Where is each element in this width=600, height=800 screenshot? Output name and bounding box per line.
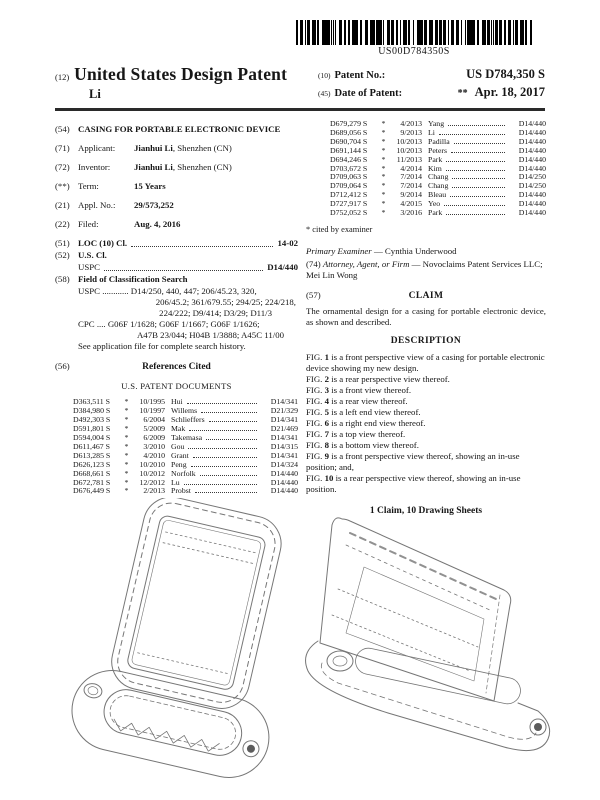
claim-text: The ornamental design for a casing for portable electronic device, as shown and described. bbox=[306, 306, 546, 328]
primary-examiner-line bbox=[306, 246, 546, 257]
examiner-star: * bbox=[381, 172, 386, 182]
fig-text: is a left end view thereof. bbox=[331, 407, 421, 418]
examiner-star: * bbox=[124, 450, 129, 460]
fig-prefix: FIG. bbox=[306, 472, 323, 483]
patent-number-cell: D679,279 S bbox=[330, 119, 368, 128]
inventor-location: , Shenzhen (CN) bbox=[172, 161, 232, 172]
us-patent-documents-heading: U.S. PATENT DOCUMENTS bbox=[121, 380, 232, 391]
fig-prefix: FIG. bbox=[306, 451, 323, 461]
patent-number-cell: D492,303 S bbox=[73, 415, 111, 425]
date-cell: 10/2012 bbox=[139, 468, 165, 478]
field-code: (72) bbox=[55, 161, 70, 172]
attorney-value: — Novoclaims Patent Services LLC; Mei Lin Wong bbox=[306, 259, 543, 281]
filed-label: Filed: bbox=[78, 218, 99, 229]
references-heading-text: References Cited bbox=[142, 361, 211, 372]
page-title: United States Design Patent bbox=[74, 64, 288, 84]
class-cell: D14/440 bbox=[518, 190, 546, 200]
class-cell: D14/440 bbox=[270, 477, 298, 487]
field-code-10: (10) bbox=[318, 71, 331, 80]
figure-description-line bbox=[306, 473, 546, 495]
dot-leader bbox=[454, 143, 505, 144]
inventor-cell: Chang bbox=[428, 181, 449, 191]
patent-number-cell: D691,144 S bbox=[330, 145, 368, 155]
class-cell: D14/440 bbox=[270, 486, 298, 496]
references-table-left bbox=[55, 398, 298, 496]
date-cell: 11/2013 bbox=[396, 154, 422, 164]
dot-leader bbox=[439, 134, 505, 135]
dot-leader bbox=[193, 457, 257, 458]
patent-number-cell: D668,661 S bbox=[73, 468, 111, 478]
fig-prefix: FIG. bbox=[306, 407, 323, 418]
search-uspc-line: 224/222; D9/414; D3/29; D11/3 bbox=[159, 307, 272, 318]
uspc-label: USPC bbox=[78, 261, 101, 272]
patent-number-cell: D703,672 S bbox=[330, 163, 368, 173]
examiner-star: * bbox=[124, 468, 129, 478]
field-code-12: (12) bbox=[55, 72, 70, 82]
date-cell: 2/2013 bbox=[143, 486, 165, 496]
date-cell: 4/2010 bbox=[143, 450, 165, 460]
class-cell: D14/440 bbox=[518, 136, 546, 146]
patent-number-cell: D626,123 S bbox=[73, 459, 111, 469]
inventor-cell: Padilla bbox=[428, 136, 450, 146]
class-cell: D14/341 bbox=[270, 415, 298, 425]
patent-number-cell: D752,052 S bbox=[330, 208, 368, 218]
inventor-surname: Li bbox=[89, 87, 101, 101]
date-cell: 9/2013 bbox=[400, 127, 422, 137]
patent-number-cell: D363,511 S bbox=[73, 397, 110, 407]
examiner-star: * bbox=[124, 397, 129, 407]
header-right bbox=[318, 67, 545, 103]
dot-leader bbox=[188, 448, 257, 449]
dot-leader bbox=[444, 205, 505, 206]
inventor-cell: Schlieffers bbox=[171, 415, 205, 425]
class-cell: D14/440 bbox=[518, 127, 546, 137]
figure-front-perspective-drawing bbox=[58, 498, 298, 795]
field-code: (**) bbox=[55, 180, 70, 191]
fig-prefix: FIG. bbox=[306, 418, 323, 429]
field-code: (22) bbox=[55, 218, 70, 229]
table-row bbox=[55, 487, 298, 496]
patent-number-cell: D694,246 S bbox=[330, 154, 368, 164]
dot-leader bbox=[452, 178, 505, 179]
date-cell: 7/2014 bbox=[400, 181, 422, 191]
fig-number: 6 bbox=[324, 418, 329, 429]
inventor-cell: Probst bbox=[171, 486, 191, 496]
fig-text: is a bottom view thereof. bbox=[331, 440, 419, 451]
examiner-star: * bbox=[124, 424, 129, 434]
patent-number-cell: D689,056 S bbox=[330, 127, 368, 137]
figure-description-line bbox=[306, 352, 546, 374]
attorney-label: Attorney, Agent, or Firm bbox=[322, 259, 410, 270]
date-cell: 4/2013 bbox=[400, 119, 422, 128]
figure-rear-perspective-drawing bbox=[298, 505, 568, 755]
dot-leader bbox=[191, 466, 257, 467]
uspc-value: D14/440 bbox=[267, 261, 298, 272]
field-code-45: (45) bbox=[318, 89, 331, 98]
class-cell: D14/440 bbox=[518, 145, 546, 155]
field-code: (52) bbox=[55, 249, 70, 260]
fig-prefix: FIG. bbox=[306, 440, 323, 451]
header-divider bbox=[55, 108, 545, 111]
inventor-cell: Willems bbox=[171, 406, 198, 416]
date-text: Apr. 18, 2017 bbox=[474, 85, 545, 99]
patent-number-cell: D672,781 S bbox=[73, 477, 111, 487]
term-value: 15 Years bbox=[134, 180, 166, 191]
fig-number: 8 bbox=[324, 440, 329, 451]
date-cell: 3/2016 bbox=[400, 208, 422, 218]
examiner-star: * bbox=[381, 154, 386, 164]
fig-text: is a right end view thereof. bbox=[331, 418, 426, 429]
date-cell: 4/2014 bbox=[400, 163, 422, 173]
patent-number-cell: D613,285 S bbox=[73, 450, 111, 460]
inventor-cell: Yang bbox=[428, 119, 445, 128]
dot-leader bbox=[195, 492, 257, 493]
dot-leader bbox=[446, 161, 505, 162]
patent-number-cell: D727,917 S bbox=[330, 199, 368, 209]
patent-number-label: Patent No.: bbox=[334, 70, 386, 81]
date-stars: ** bbox=[457, 88, 468, 99]
examiner-star: * bbox=[381, 163, 386, 173]
date-cell: 9/2014 bbox=[400, 190, 422, 200]
patent-number-row bbox=[318, 67, 545, 82]
field-code: (71) bbox=[55, 142, 70, 153]
attorney-line bbox=[306, 259, 546, 281]
class-cell: D14/440 bbox=[518, 199, 546, 209]
patent-number-value: US D784,350 S bbox=[466, 67, 545, 81]
examiner-star: * bbox=[124, 441, 129, 451]
field-code: (58) bbox=[55, 273, 70, 284]
dot-leader bbox=[452, 187, 505, 188]
filed-value: Aug. 4, 2016 bbox=[134, 218, 181, 229]
inventor-cell: Park bbox=[428, 208, 443, 218]
date-cell: 3/2010 bbox=[143, 441, 165, 451]
patent-date-label: Date of Patent: bbox=[334, 88, 403, 99]
description-heading: DESCRIPTION bbox=[390, 336, 462, 347]
fig-number: 7 bbox=[324, 429, 329, 440]
examiner-star: * bbox=[381, 199, 386, 209]
figure-description-line bbox=[306, 440, 546, 451]
references-table-right bbox=[306, 120, 546, 218]
field-code: (51) bbox=[55, 237, 70, 248]
term-label: Term: bbox=[78, 180, 99, 191]
header-left bbox=[55, 64, 305, 102]
class-cell: D14/250 bbox=[518, 172, 546, 182]
examiner-star: * bbox=[124, 459, 129, 469]
class-cell: D21/329 bbox=[270, 406, 298, 416]
examiner-star: * bbox=[124, 477, 129, 487]
class-cell: D21/469 bbox=[270, 424, 298, 434]
class-cell: D14/440 bbox=[518, 119, 546, 128]
date-cell: 6/2009 bbox=[143, 432, 165, 442]
search-label: Field of Classification Search bbox=[78, 273, 188, 284]
invention-title: CASING FOR PORTABLE ELECTRONIC DEVICE bbox=[78, 124, 281, 134]
figure-description-line bbox=[306, 374, 546, 385]
field-58-search bbox=[55, 274, 298, 352]
applicant-value bbox=[134, 143, 298, 154]
inventor-cell: Chang bbox=[428, 172, 449, 182]
fig-number: 1 bbox=[324, 352, 329, 363]
inventor-cell: Peng bbox=[171, 459, 187, 469]
inventor-cell: Park bbox=[428, 154, 443, 164]
field-72-inventor bbox=[55, 162, 298, 173]
examiner-star: * bbox=[381, 119, 386, 128]
appl-no-value: 29/573,252 bbox=[134, 199, 174, 210]
examiner-star: * bbox=[381, 181, 386, 191]
examiner-label: Primary Examiner bbox=[306, 246, 372, 257]
field-term bbox=[55, 181, 298, 192]
patent-number-cell: D591,801 S bbox=[73, 424, 111, 434]
inventor-cell: Mak bbox=[171, 424, 186, 434]
loc-value: 14-02 bbox=[277, 237, 298, 248]
examiner-star: * bbox=[124, 406, 129, 416]
inventor-cell: Lu bbox=[171, 477, 180, 487]
examiner-name: — Cynthia Underwood bbox=[373, 246, 457, 257]
field-52-us-cl bbox=[55, 250, 298, 261]
date-cell: 4/2015 bbox=[400, 199, 422, 209]
fig-prefix: FIG. bbox=[306, 374, 323, 385]
inventor-cell: Gou bbox=[171, 441, 185, 451]
dot-leader bbox=[206, 439, 257, 440]
inventor-cell: Yeo bbox=[428, 199, 441, 209]
patent-date-value bbox=[458, 85, 545, 100]
inventor-label: Inventor: bbox=[78, 161, 111, 172]
dot-leader bbox=[201, 412, 257, 413]
examiner-star: * bbox=[381, 145, 386, 155]
cited-by-examiner-note: * cited by examiner bbox=[306, 224, 373, 234]
dot-leader bbox=[209, 421, 257, 422]
dot-leader bbox=[446, 170, 505, 171]
inventor-cell: Li bbox=[428, 127, 435, 137]
fig-prefix: FIG. bbox=[306, 429, 323, 440]
field-58-head bbox=[55, 274, 298, 285]
fig-number: 10 bbox=[324, 472, 334, 483]
inventor-cell: Kim bbox=[428, 163, 442, 173]
inventor-cell: Takemasa bbox=[171, 432, 203, 442]
fig-number: 2 bbox=[324, 374, 329, 385]
date-cell: 10/1997 bbox=[139, 406, 165, 416]
figure-description-line bbox=[306, 429, 546, 440]
figure-descriptions bbox=[306, 352, 546, 495]
dot-leader bbox=[189, 430, 257, 431]
inventor-cell: Norfolk bbox=[171, 468, 196, 478]
dot-leader bbox=[184, 484, 257, 485]
applicant-location: , Shenzhen (CN) bbox=[172, 142, 232, 153]
inventor-cell: Hui bbox=[171, 397, 183, 407]
examiner-star: * bbox=[381, 136, 386, 146]
patent-number-cell: D611,467 S bbox=[73, 441, 110, 451]
figure-description-line bbox=[306, 451, 546, 473]
class-cell: D14/250 bbox=[518, 181, 546, 191]
fig-text: is a front perspective view thereof, showing an in-use position; and, bbox=[306, 451, 520, 472]
fig-text: is a front perspective view of a casing for portable electronic device showing my new design. bbox=[306, 352, 545, 374]
figure-description-line bbox=[306, 418, 546, 429]
examiner-star: * bbox=[124, 486, 129, 496]
field-code: (54) bbox=[55, 124, 70, 134]
fig-prefix: FIG. bbox=[306, 352, 323, 363]
search-uspc-line: USPC ............ D14/250, 440, 447; 206/45.23, 320, bbox=[78, 285, 257, 296]
class-cell: D14/440 bbox=[518, 208, 546, 218]
inventor-value bbox=[134, 162, 298, 173]
examiner-star: * bbox=[381, 190, 386, 200]
dot-leader bbox=[200, 475, 257, 476]
search-cpc-line: A47B 23/044; H04B 1/3888; A45C 11/00 bbox=[136, 329, 284, 340]
search-note: See application file for complete search history. bbox=[78, 340, 246, 351]
examiner-star: * bbox=[381, 127, 386, 137]
date-cell: 10/2013 bbox=[396, 136, 422, 146]
inventor-name: Jianhui Li bbox=[134, 161, 173, 172]
figure-description-line bbox=[306, 396, 546, 407]
inventor-cell: Peters bbox=[428, 145, 448, 155]
examiner-star: * bbox=[124, 415, 129, 425]
date-cell: 10/1995 bbox=[139, 397, 165, 407]
patent-date-row bbox=[318, 85, 545, 100]
table-row bbox=[306, 209, 546, 218]
claims-sheets-note: 1 Claim, 10 Drawing Sheets bbox=[369, 505, 483, 516]
fig-number: 9 bbox=[324, 451, 329, 461]
fig-text: is a rear perspective view thereof, showing an in-use position. bbox=[306, 472, 521, 494]
field-code-74: (74) bbox=[306, 259, 321, 270]
date-cell: 10/2013 bbox=[396, 145, 422, 155]
field-code-56: (56) bbox=[55, 360, 70, 371]
patent-number-cell: D712,412 S bbox=[330, 190, 368, 200]
class-cell: D14/440 bbox=[270, 468, 298, 478]
field-51-loc bbox=[55, 238, 298, 249]
examiner-star: * bbox=[124, 432, 129, 442]
date-cell: 5/2009 bbox=[143, 424, 165, 434]
applicant-name: Jianhui Li bbox=[134, 142, 173, 153]
dot-leader bbox=[131, 238, 273, 247]
barcode bbox=[296, 20, 532, 45]
examiner-star: * bbox=[381, 208, 386, 218]
patent-number-cell: D690,704 S bbox=[330, 136, 368, 146]
date-cell: 7/2014 bbox=[400, 172, 422, 182]
fig-prefix: FIG. bbox=[306, 396, 323, 407]
claim-heading-text: CLAIM bbox=[408, 291, 444, 302]
patent-number-cell: D676,449 S bbox=[73, 486, 111, 496]
date-cell: 12/2012 bbox=[139, 477, 165, 487]
patent-number-cell: D709,064 S bbox=[330, 181, 368, 191]
left-column bbox=[55, 124, 298, 496]
inventor-cell: Bleau bbox=[428, 190, 447, 200]
dot-leader bbox=[446, 214, 505, 215]
barcode-text: US00D784350S bbox=[378, 46, 450, 57]
date-cell: 10/2010 bbox=[139, 459, 165, 469]
class-cell: D14/324 bbox=[270, 459, 298, 469]
class-cell: D14/341 bbox=[270, 450, 298, 460]
class-cell: D14/341 bbox=[270, 432, 298, 442]
fig-text: is a rear view thereof. bbox=[331, 396, 408, 407]
patent-number-cell: D384,980 S bbox=[73, 406, 111, 416]
dot-leader bbox=[450, 196, 505, 197]
class-cell: D14/440 bbox=[518, 154, 546, 164]
field-code: (21) bbox=[55, 199, 70, 210]
date-cell: 6/2004 bbox=[143, 415, 165, 425]
inventor-cell: Grant bbox=[171, 450, 189, 460]
field-71-applicant bbox=[55, 143, 298, 154]
search-uspc-line: 206/45.2; 361/679.55; 294/25; 224/218, bbox=[155, 296, 296, 307]
class-cell: D14/440 bbox=[518, 163, 546, 173]
field-22-filed bbox=[55, 219, 298, 230]
class-cell: D14/341 bbox=[270, 397, 298, 407]
fig-number: 5 bbox=[324, 407, 329, 418]
right-column bbox=[306, 120, 546, 518]
fig-text: is a top view thereof. bbox=[331, 429, 406, 440]
fig-text: is a front view thereof. bbox=[331, 385, 412, 396]
dot-leader bbox=[187, 403, 257, 404]
appl-no-label: Appl. No.: bbox=[78, 199, 116, 210]
references-cited-heading bbox=[55, 361, 298, 374]
field-21-appl-no bbox=[55, 200, 298, 211]
fig-number: 3 bbox=[324, 385, 329, 396]
field-code-57: (57) bbox=[306, 290, 321, 301]
uspc-row bbox=[55, 262, 298, 273]
class-cell: D14/315 bbox=[270, 441, 298, 451]
fig-text: is a rear perspective view thereof. bbox=[331, 374, 450, 385]
figure-description-line bbox=[306, 385, 546, 396]
search-cpc-line: CPC .... G06F 1/1628; G06F 1/1667; G06F 1/1626; bbox=[78, 318, 260, 329]
dot-leader bbox=[448, 125, 505, 126]
field-54-title bbox=[55, 124, 298, 135]
fig-prefix: FIG. bbox=[306, 385, 323, 396]
patent-number-cell: D709,063 S bbox=[330, 172, 368, 182]
figure-description-line bbox=[306, 407, 546, 418]
claim-heading bbox=[306, 290, 546, 303]
loc-label: LOC (10) Cl. bbox=[78, 237, 128, 248]
applicant-label: Applicant: bbox=[78, 142, 116, 153]
patent-number-cell: D594,004 S bbox=[73, 432, 111, 442]
fig-number: 4 bbox=[324, 396, 329, 407]
dot-leader bbox=[451, 152, 505, 153]
dot-leader bbox=[104, 262, 263, 271]
us-cl-label: U.S. Cl. bbox=[78, 249, 107, 260]
